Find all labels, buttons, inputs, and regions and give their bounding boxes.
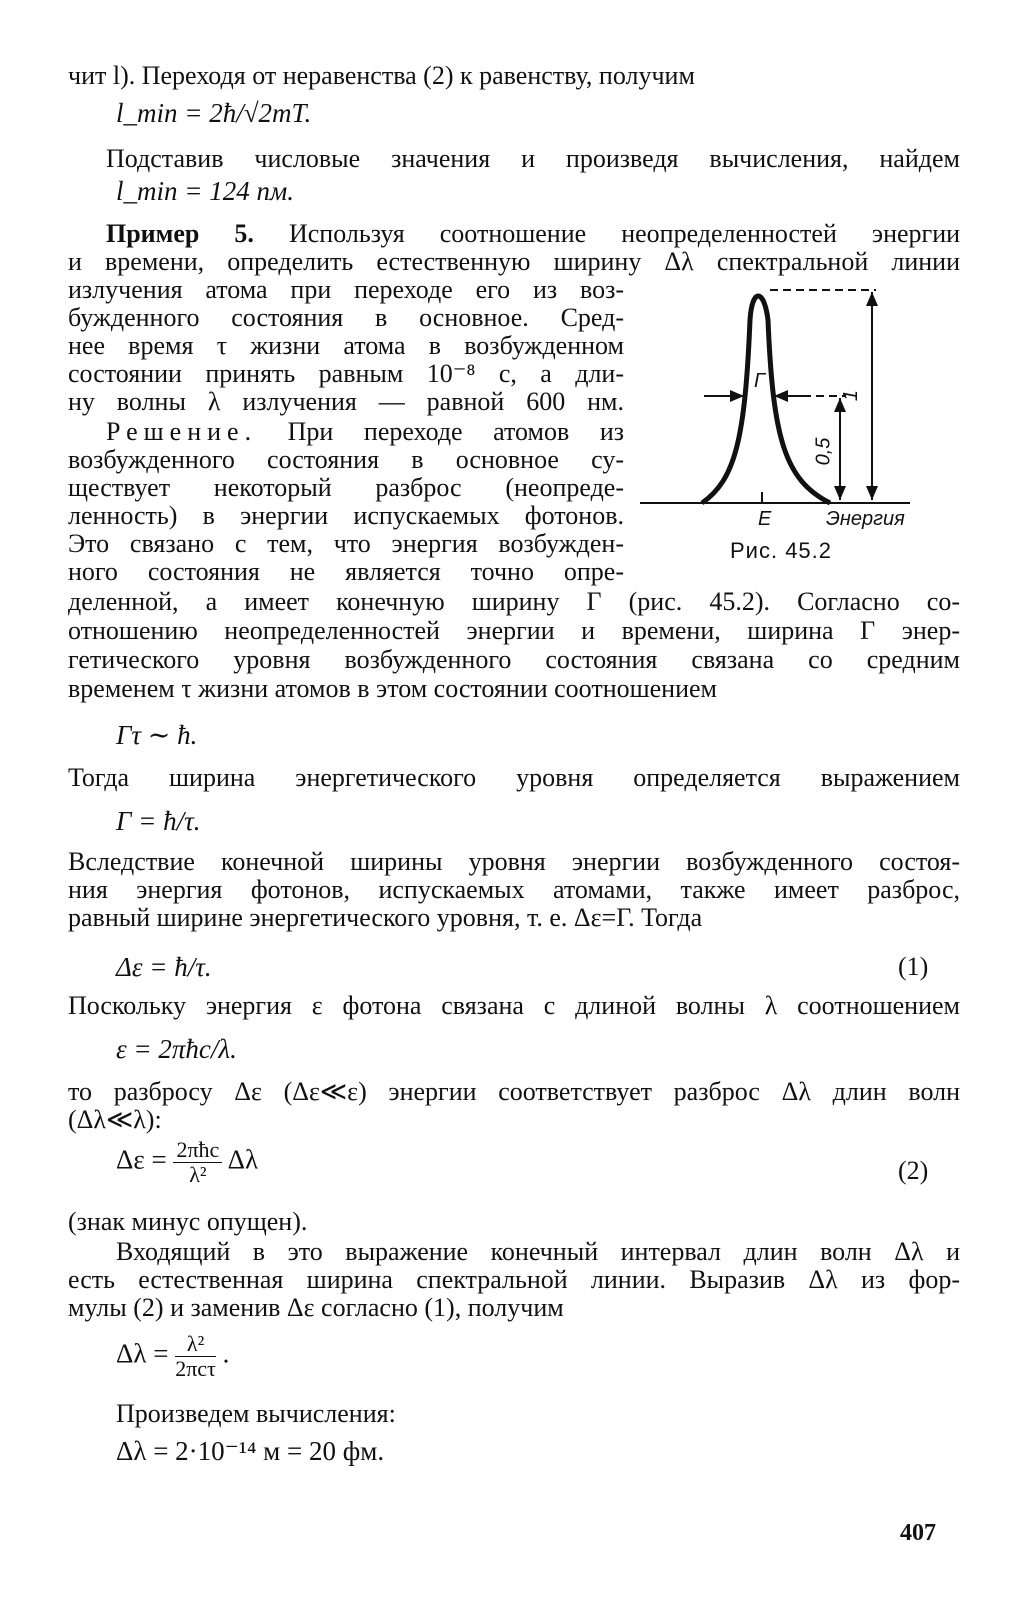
text-line-8: ну волны λ излучения — равной 600 нм. <box>68 387 624 416</box>
text-line-21: равный ширине энергетического уровня, т. е. Δε=Γ. Тогда <box>68 903 703 932</box>
dl-numerator: λ² <box>175 1332 216 1357</box>
text-line-16: гетического уровня возбужденного состояния связана со средним <box>68 645 960 674</box>
text-line-19: Вследствие конечной ширины уровня энергии возбужденного состоя- <box>68 847 960 876</box>
text-line-13: ного состояния не является точно опре- <box>68 557 624 586</box>
text-line-28: мулы (2) и заменив Δε согласно (1), получим <box>68 1293 564 1322</box>
text-line-23: то разбросу Δε (Δε≪ε) энергии соответствует разброс Δλ длин волн <box>68 1077 960 1106</box>
text-line-27: есть естественная ширина спектральной линии. Выразив Δλ из фор- <box>68 1265 960 1294</box>
eq2-numerator: 2πħc <box>173 1138 222 1163</box>
figure-spectral-line <box>640 280 930 510</box>
equation-number-1: (1) <box>898 952 929 981</box>
example-label: Пример 5. <box>106 219 254 248</box>
text-line-10: ществует некоторый разброс (неопреде- <box>68 473 624 502</box>
figure-level-label: 1 <box>840 389 863 402</box>
text-line-17: временем τ жизни атомов в этом состоянии соотношением <box>68 674 717 703</box>
dl-end: . <box>222 1338 230 1369</box>
formula-delta-eps: Δε = ħ/τ. <box>116 952 212 982</box>
dl-denominator: 2πcτ <box>175 1356 216 1381</box>
figure-caption: Рис. 45.2 <box>730 538 833 563</box>
solution-text: При переходе атомов из <box>287 417 624 446</box>
page-number: 407 <box>900 1520 936 1546</box>
formula-gamma-tau: Γτ ∼ ħ. <box>116 720 198 750</box>
formula-lmin-value: l_min = 124 пм. <box>116 176 294 206</box>
eq2-left: Δε = <box>116 1144 167 1175</box>
dl-left: Δλ = <box>116 1338 169 1369</box>
text-line-18: Тогда ширина энергетического уровня определяется выражением <box>68 763 960 792</box>
text-line-11: ленность) в энергии испускаемых фотонов. <box>68 501 624 530</box>
figure-half-label: 0,5 <box>812 437 835 466</box>
formula-result: Δλ = 2·10⁻¹⁴ м = 20 фм. <box>116 1436 385 1466</box>
figure-axis-label: Энергия <box>826 508 905 530</box>
text-line-12: Это связано с тем, что энергия возбужден- <box>68 529 624 558</box>
text-line-14: деленной, а имеет конечную ширину Γ (рис. 45.2). Согласно со- <box>68 587 960 616</box>
solution-label: Решение. <box>106 417 258 446</box>
text-line-3: и времени, определить естественную ширину Δλ спектральной линии <box>68 247 960 276</box>
formula-delta-lambda <box>116 1332 229 1381</box>
figure-gamma-label: Γ <box>754 370 766 392</box>
solution-line <box>106 418 624 446</box>
formula-gamma: Γ = ħ/τ. <box>116 806 201 836</box>
text-line-4: излучения атома при переходе его из воз- <box>68 275 624 304</box>
text-line-5: бужденного состояния в основное. Сред- <box>68 303 624 332</box>
formula-lmin: l_min = 2ħ/√2mT. <box>116 98 312 128</box>
text-line-15: отношению неопределенностей энергии и времени, ширина Γ энер- <box>68 616 960 645</box>
figure-e-label: E <box>758 508 772 530</box>
eq2-denominator: λ² <box>189 1162 207 1187</box>
text-line-22: Поскольку энергия ε фотона связана с длиной волны λ соотношением <box>68 991 960 1020</box>
dl-fraction <box>175 1332 216 1381</box>
formula-eq2 <box>116 1138 258 1187</box>
text-line-1: чит l). Переходя от неравенства (2) к равенству, получим <box>68 61 695 90</box>
formula-eps: ε = 2πħc/λ. <box>116 1034 237 1064</box>
eq2-right: Δλ <box>227 1144 259 1175</box>
text-line-7: состоянии принять равным 10⁻⁸ с, а дли- <box>68 359 624 388</box>
text-line-9: возбужденного состояния в основное су- <box>68 445 624 474</box>
text-line-2: Подставив числовые значения и произведя вычисления, найдем <box>106 144 960 173</box>
equation-number-2: (2) <box>898 1156 929 1185</box>
text-line-26: Входящий в это выражение конечный интервал длин волн Δλ и <box>116 1237 960 1266</box>
text-line-24: (Δλ≪λ): <box>68 1105 162 1134</box>
example-line <box>106 220 960 248</box>
text-line-29: Произведем вычисления: <box>116 1399 396 1428</box>
text-line-25: (знак минус опущен). <box>68 1207 308 1236</box>
eq2-fraction <box>173 1138 222 1187</box>
example-text: Используя соотношение неопределенностей энергии <box>288 219 961 248</box>
text-line-20: ния энергия фотонов, испускаемых атомами, также имеет разброс, <box>68 875 960 904</box>
text-line-6: нее время τ жизни атома в возбужденном <box>68 331 624 360</box>
